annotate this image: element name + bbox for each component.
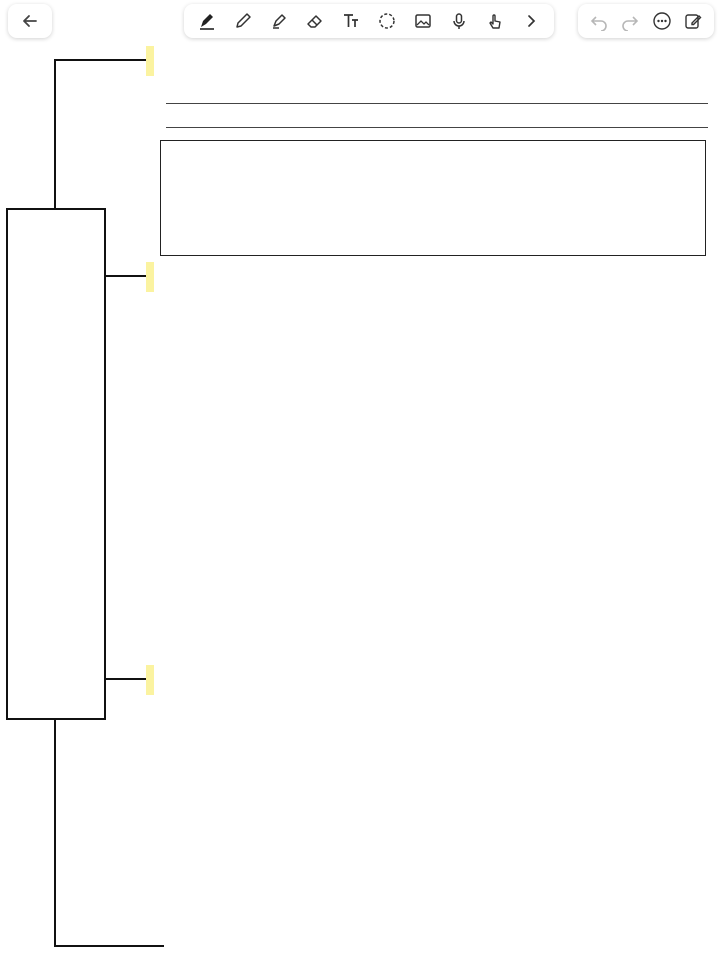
text-tool-button[interactable] bbox=[338, 8, 364, 34]
more-options-button[interactable] bbox=[649, 8, 675, 34]
lasso-icon bbox=[377, 11, 397, 31]
pen-tool-button[interactable] bbox=[194, 8, 220, 34]
image-icon bbox=[413, 11, 433, 31]
edit-icon bbox=[683, 11, 703, 31]
more-icon bbox=[652, 11, 672, 31]
highlighter-tool-button[interactable] bbox=[266, 8, 292, 34]
vertical-title bbox=[6, 208, 106, 720]
pencil-tool-button[interactable] bbox=[230, 8, 256, 34]
section3-header bbox=[146, 665, 154, 695]
touch-tool-button[interactable] bbox=[482, 8, 508, 34]
arrow-left-icon bbox=[20, 11, 40, 31]
pencil-icon bbox=[233, 11, 253, 31]
toolbar-back-group bbox=[8, 4, 52, 38]
alphabet-row-1 bbox=[166, 80, 708, 104]
eraser-icon bbox=[305, 11, 325, 31]
alphabet-row-2 bbox=[166, 104, 708, 128]
chevron-right-icon bbox=[521, 11, 541, 31]
eraser-tool-button[interactable] bbox=[302, 8, 328, 34]
undo-icon bbox=[589, 11, 609, 31]
microphone-tool-button[interactable] bbox=[446, 8, 472, 34]
bracket-arm-section1 bbox=[54, 59, 146, 61]
pen-icon bbox=[197, 11, 217, 31]
image-tool-button[interactable] bbox=[410, 8, 436, 34]
toolbar-tools-group bbox=[184, 4, 554, 38]
highlighter-icon bbox=[269, 11, 289, 31]
section1-header bbox=[146, 46, 154, 76]
toolbar-right-group bbox=[578, 4, 714, 38]
touch-icon bbox=[485, 11, 505, 31]
redo-button[interactable] bbox=[617, 8, 643, 34]
bracket-vertical-bottom bbox=[54, 719, 56, 947]
microphone-icon bbox=[449, 11, 469, 31]
edit-button[interactable] bbox=[680, 8, 706, 34]
redo-icon bbox=[620, 11, 640, 31]
vowel-box bbox=[160, 140, 706, 256]
bracket-vertical-top bbox=[54, 59, 56, 209]
lasso-tool-button[interactable] bbox=[374, 8, 400, 34]
more-tools-button[interactable] bbox=[518, 8, 544, 34]
section2-header bbox=[146, 262, 154, 292]
back-button[interactable] bbox=[17, 8, 43, 34]
bracket-arm-section2 bbox=[106, 275, 146, 277]
text-icon bbox=[341, 11, 361, 31]
bracket-arm-bottom bbox=[54, 945, 164, 947]
bracket-arm-section3 bbox=[106, 678, 146, 680]
undo-button[interactable] bbox=[586, 8, 612, 34]
